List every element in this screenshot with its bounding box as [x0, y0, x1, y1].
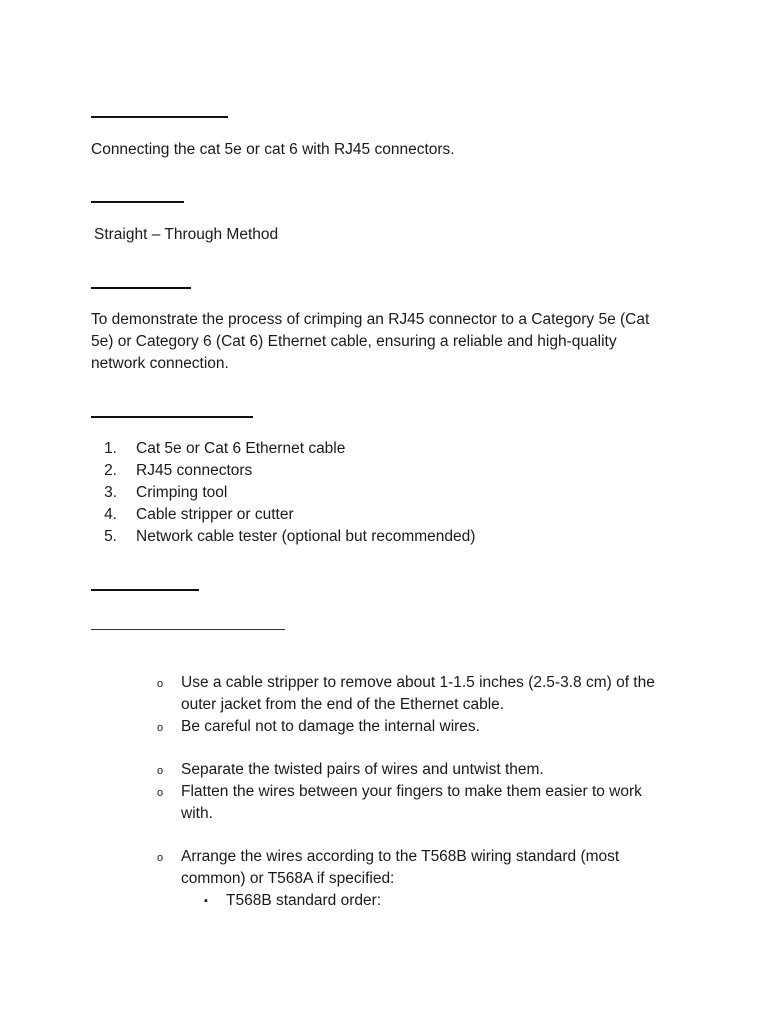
circle-bullet-icon: o	[157, 852, 164, 864]
materials-item-number: 3.	[104, 484, 117, 501]
heading-underline-5	[91, 589, 199, 591]
step-line: Flatten the wires between your fingers to make them easier to work	[181, 783, 642, 800]
heading-underline-6	[91, 629, 285, 630]
materials-item-number: 4.	[104, 506, 117, 523]
materials-item-label: Cable stripper or cutter	[136, 506, 294, 523]
step-line: with.	[181, 805, 213, 822]
materials-item-number: 2.	[104, 462, 117, 479]
materials-item-number: 5.	[104, 528, 117, 545]
circle-bullet-icon: o	[157, 678, 164, 690]
circle-bullet-icon: o	[157, 722, 164, 734]
step-line: Arrange the wires according to the T568B wiring standard (most	[181, 848, 620, 865]
step-line: outer jacket from the end of the Ethernet cable.	[181, 696, 505, 713]
objective-line: network connection.	[91, 355, 229, 372]
circle-bullet-icon: o	[157, 787, 164, 799]
step-line: Be careful not to damage the internal wires.	[181, 718, 480, 735]
intro-text: Connecting the cat 5e or cat 6 with RJ45 connectors.	[91, 141, 455, 158]
materials-item-label: RJ45 connectors	[136, 462, 253, 479]
heading-underline-3	[91, 287, 191, 289]
circle-bullet-icon: o	[157, 765, 164, 777]
objective-line: 5e) or Category 6 (Cat 6) Ethernet cable, ensuring a reliable and high-quality	[91, 333, 617, 350]
materials-item-number: 1.	[104, 440, 117, 457]
heading-underline-1	[91, 116, 228, 118]
materials-item-label: Network cable tester (optional but recommended)	[136, 528, 476, 545]
sub-step-line: T568B standard order:	[226, 892, 382, 909]
step-line: Use a cable stripper to remove about 1-1.5 inches (2.5-3.8 cm) of the	[181, 674, 655, 691]
objective-line: To demonstrate the process of crimping an RJ45 connector to a Category 5e (Cat	[91, 311, 650, 328]
objective-paragraph	[91, 309, 681, 375]
step-line: Separate the twisted pairs of wires and untwist them.	[181, 761, 544, 778]
heading-underline-2	[91, 201, 184, 203]
step-line: common) or T568A if specified:	[181, 870, 395, 887]
materials-item-label: Cat 5e or Cat 6 Ethernet cable	[136, 440, 346, 457]
materials-item-label: Crimping tool	[136, 484, 228, 501]
heading-underline-4	[91, 416, 253, 418]
square-bullet-icon: ▪	[204, 895, 208, 907]
method-text: Straight – Through Method	[94, 226, 279, 243]
